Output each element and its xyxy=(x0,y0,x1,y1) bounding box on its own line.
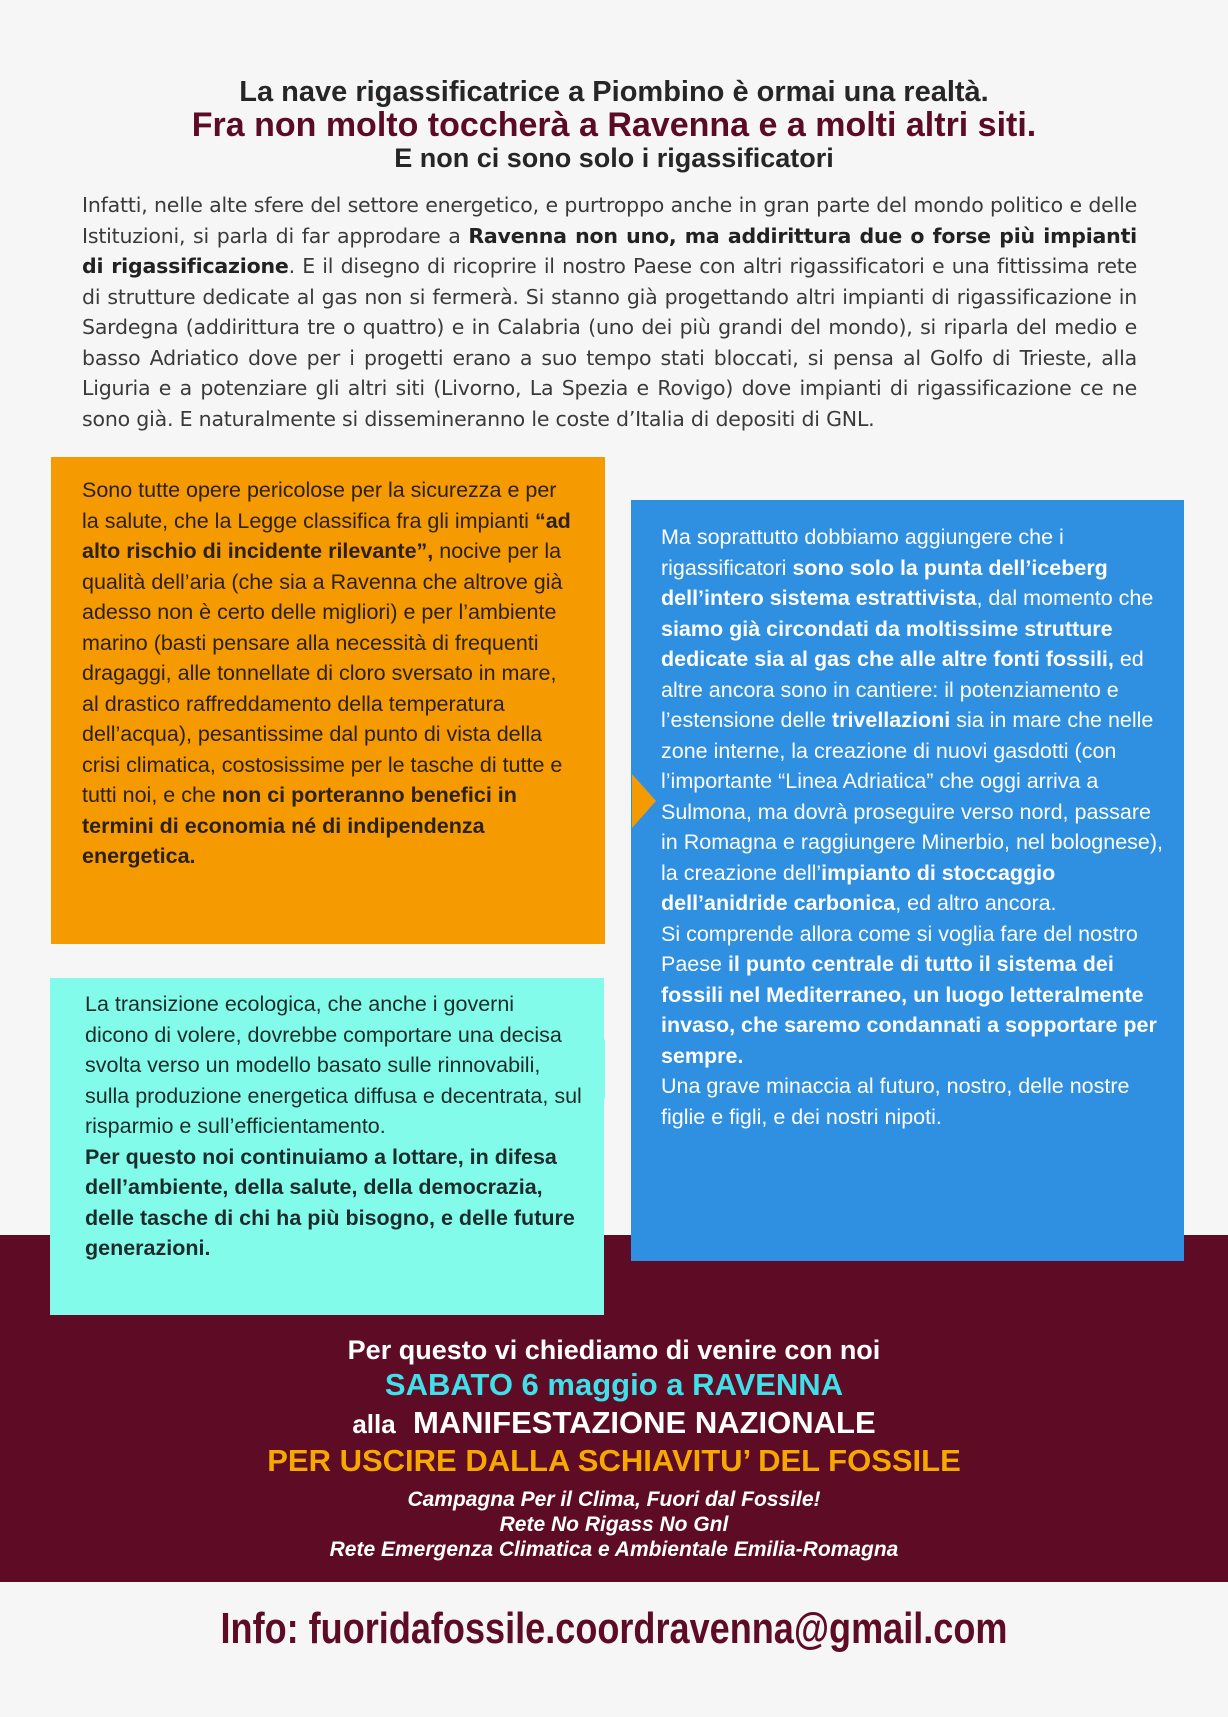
headline-line-3: E non ci sono solo i rigassificatori xyxy=(394,143,834,173)
orange-box-text xyxy=(82,475,579,872)
cta-line-1: Per questo vi chiediamo di venire con noi xyxy=(347,1335,881,1365)
orange-pointer-arrow xyxy=(632,774,656,828)
blue-bold-1: sono solo la punta dell’iceberg dell’intero sistema estrattivista xyxy=(661,555,1108,610)
blue-text-3: ed altre ancora sono in cantiere: il potenziamento e l’estensione delle xyxy=(661,647,1144,732)
blue-bold-4: impianto di stoccaggio dell’anidride carbonica xyxy=(661,860,1056,915)
cyan-bold-1: Per questo noi continuiamo a lottare, in difesa dell’ambiente, della salute, della democrazia, delle tasche di chi ha più bisogno, e delle future generazioni. xyxy=(85,1144,575,1260)
orange-box xyxy=(51,457,605,944)
cyan-pointer-arrow xyxy=(579,1039,605,1099)
blue-text-4: sia in mare che nelle zone interne, la creazione di nuovi gasdotti (con l’importante “Linea Adriatica” che oggi arriva a Sulmona, ma dovrà proseguire verso nord, passare in Romagna e raggiungere Minerbio, nel bolognese), la creazione dell’ xyxy=(661,708,1163,885)
cta-slogan: PER USCIRE DALLA SCHIAVITU’ DEL FOSSILE xyxy=(267,1443,961,1478)
intro-text-2: . E il disegno di ricoprire il nostro Paese con altri rigassificatori e una fittissima rete di strutture dedicate al gas non si fermerà. Si stanno già progettando altri impianti di rigassificazione in Sardegna (addirittura tre o quattro) e in Calabria (uno dei più grandi del mondo), si riparla del medio e basso Adriatico dove per i progetti erano a suo tempo stati bloccati, si pensa al Golfo di Trieste, alla Liguria e a potenziare gli altri siti (Livorno, La Spezia e Rovigo) dove impianti di rigassificazione ce ne sono già. E naturalmente si dissemineranno le coste d’Italia di depositi di GNL. xyxy=(82,254,1137,431)
cta-event-name: MANIFESTAZIONE NAZIONALE xyxy=(412,1405,876,1440)
signature-2: Rete No Rigass No Gnl xyxy=(499,1513,729,1536)
intro-bold-1: Ravenna non uno, ma addirittura due o forse più impianti di rigassificazione xyxy=(82,223,1137,278)
headline-line-2: Fra non molto toccherà a Ravenna e a molti altri siti. xyxy=(191,106,1037,144)
signature-3: Rete Emergenza Climatica e Ambientale Emilia-Romagna xyxy=(329,1538,899,1561)
blue-text-5: , ed altro ancora. xyxy=(895,891,1057,915)
blue-box-text-1 xyxy=(661,522,1164,919)
blue-bold-3: trivellazioni xyxy=(831,708,951,732)
blue-text-1: Ma soprattutto dobbiamo aggiungere che i rigassificatori xyxy=(661,525,1064,580)
intro-paragraph xyxy=(82,190,1137,434)
orange-text-2: nocive per la qualità dell’aria (che sia a Ravenna che altrove già adesso non è certo delle migliori) e per l’ambiente marino (basti pensare alla necessità di frequenti dragaggi, alle tonnellate di cloro sversato in mare, al drastico raffreddamento della temperatura dell’acqua), pesantissime dal punto di vista della crisi climatica, costosissime per le tasche di tutte e tutti noi, e che xyxy=(82,539,563,807)
blue-text-6: Si comprende allora come si voglia fare del nostro Paese xyxy=(661,921,1138,976)
cyan-box xyxy=(50,978,604,1315)
blue-box-text-2 xyxy=(661,919,1164,1072)
headline-line-1: La nave rigassificatrice a Piombino è ormai una realtà. xyxy=(239,76,989,108)
blue-bold-2: siamo già circondati da moltissime strutture dedicate sia al gas che alle altre fonti fossili, xyxy=(661,616,1114,671)
blue-bold-5: il punto centrale di tutto il sistema dei fossili nel Mediterraneo, un luogo letteralmente invaso, che saremo condannati a sopportare per sempre. xyxy=(661,952,1157,1068)
signature-1: Campagna Per il Clima, Fuori dal Fossile! xyxy=(407,1488,821,1511)
blue-box-text-3: Una grave minaccia al futuro, nostro, delle nostre figlie e figli, e dei nostri nipoti. xyxy=(661,1074,1130,1129)
blue-text-2: , dal momento che xyxy=(976,586,1154,610)
cta-date: SABATO 6 maggio a RAVENNA xyxy=(384,1367,844,1402)
cta-event xyxy=(0,1405,1228,1441)
contact-email: Info: fuoridafossile.coordravenna@gmail.com xyxy=(220,1604,1008,1653)
cyan-text-1: La transizione ecologica, che anche i governi dicono di volere, dovrebbe comportare una decisa svolta verso un modello basato sulle rinnovabili, sulla produzione energetica diffusa e decentrata, sul risparmio e sull’efficientamento. xyxy=(85,992,582,1138)
intro-text-1: Infatti, nelle alte sfere del settore energetico, e purtroppo anche in gran parte del mondo politico e delle Istituzioni, si parla di far approdare a xyxy=(82,193,1137,248)
orange-bold-2: non ci porteranno benefici in termini di economia né di indipendenza energetica. xyxy=(82,783,517,868)
orange-text-1: Sono tutte opere pericolose per la sicurezza e per la salute, che la Legge classifica fra gli impianti xyxy=(82,478,557,533)
blue-box xyxy=(631,500,1184,1261)
cta-event-prefix: alla xyxy=(352,1409,396,1439)
orange-bold-1: “ad alto rischio di incidente rilevante”, xyxy=(82,508,571,563)
